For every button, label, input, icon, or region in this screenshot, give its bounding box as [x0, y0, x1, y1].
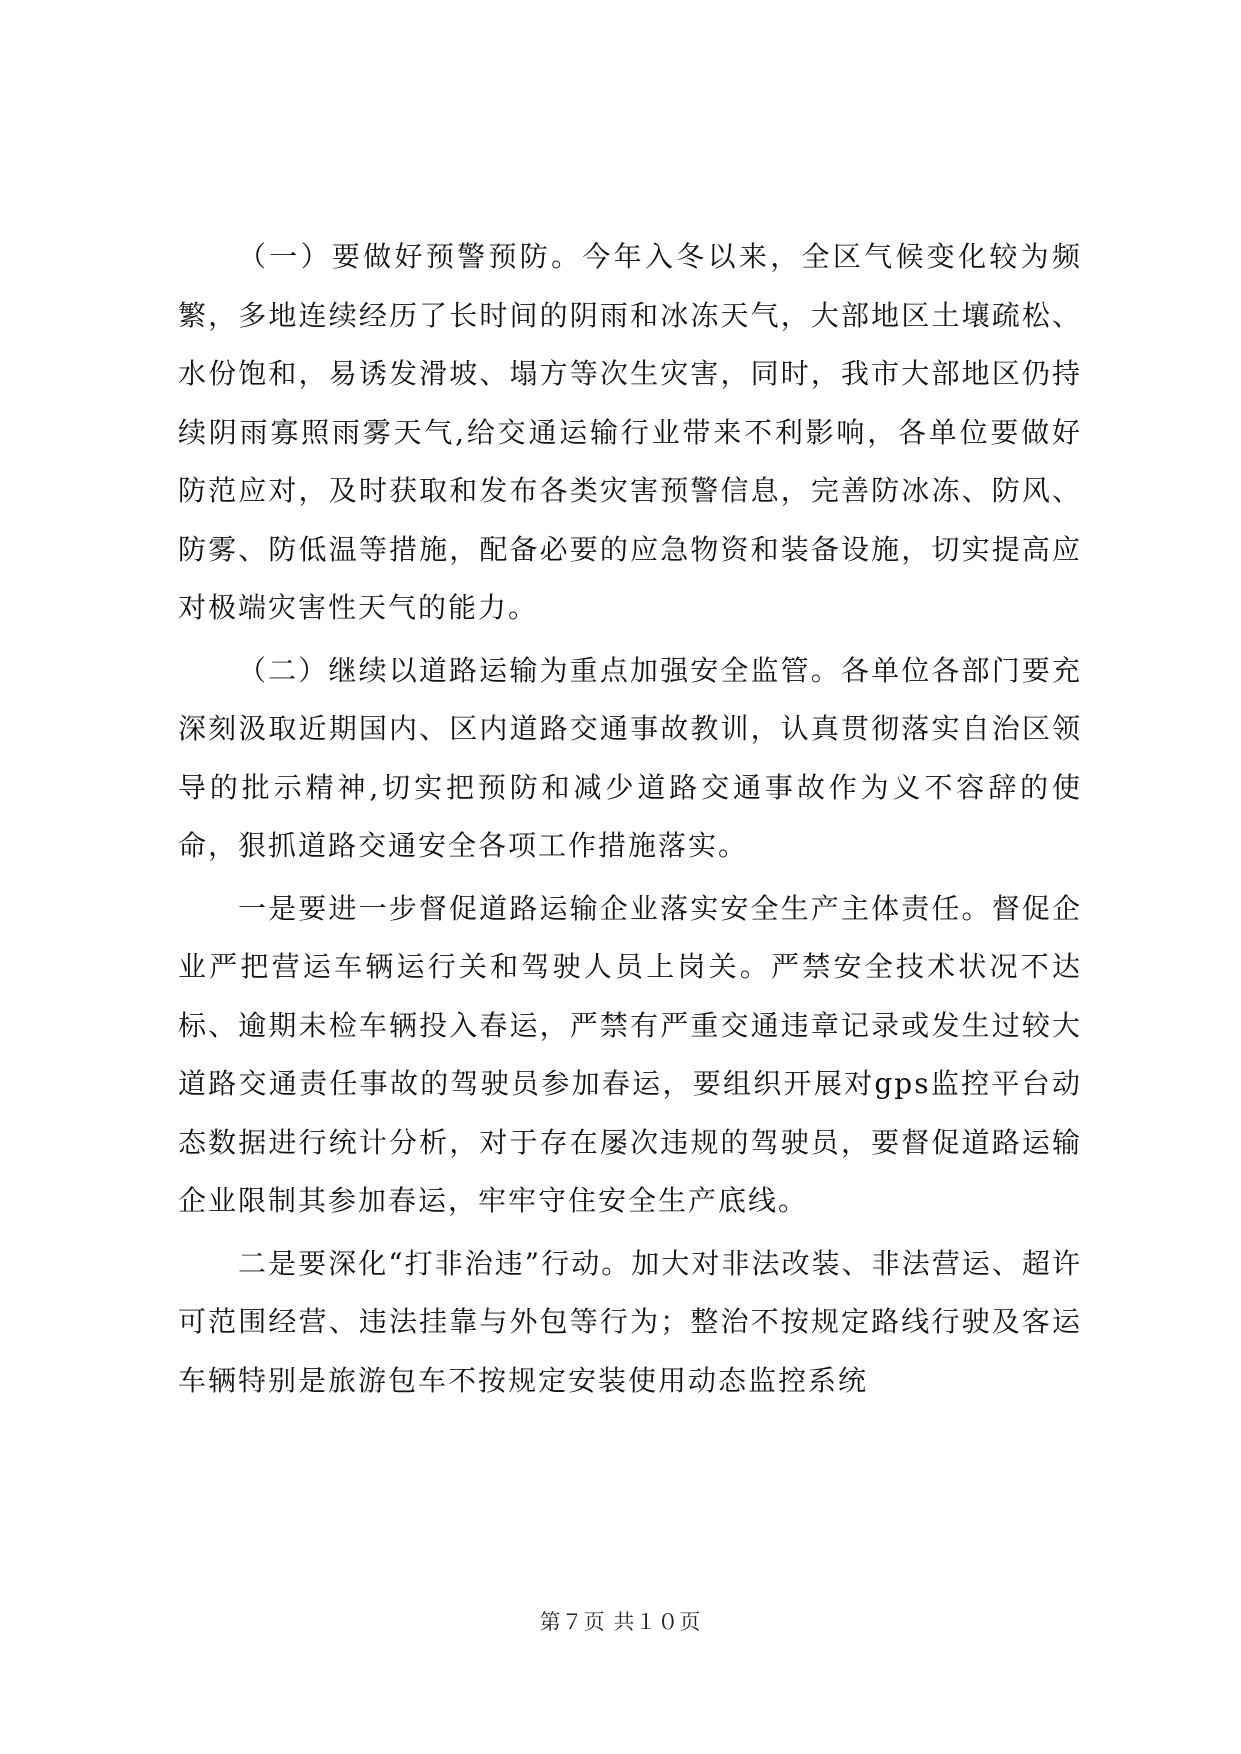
- paragraph-road-transport-supervision: （二）继续以道路运输为重点加强安全监管。各单位各部门要充深刻汲取近期国内、区内道路交通事故教训，认真贯彻落实自治区领导的批示精神,切实把预防和减少道路交通事故作为义不容辞的使命，狠抓道路交通安全各项工作措施落实。: [178, 653, 1082, 862]
- document-body: [178, 228, 1082, 1410]
- paragraph-crackdown-action: 二是要深化“打非治违”行动。加大对非法改装、非法营运、超许可范围经营、违法挂靠与外包等行为；整治不按规定路线行驶及客运车辆特别是旅游包车不按规定安装使用动态监控系统: [178, 1246, 1082, 1397]
- page-number: 第７页 共１０页: [539, 1610, 702, 1634]
- paragraph-enterprise-responsibility: 一是要进一步督促道路运输企业落实安全生产主体责任。督促企业严把营运车辆运行关和驾驶人员上岗关。严禁安全技术状况不达标、逾期未检车辆投入春运，严禁有严重交通违章记录或发生过较大道路交通责任事故的驾驶员参加春运，要组织开展对gps监控平台动态数据进行统计分析，对于存在屡次违规的驾驶员，要督促道路运输企业限制其参加春运，牢牢守住安全生产底线。: [178, 891, 1082, 1217]
- paragraph-warning-prevention: （一）要做好预警预防。今年入冬以来，全区气候变化较为频繁，多地连续经历了长时间的阴雨和冰冻天气，大部地区土壤疏松、水份饱和，易诱发滑坡、塌方等次生灾害，同时，我市大部地区仍持续阴雨寡照雨雾天气,给交通运输行业带来不利影响，各单位要做好防范应对，及时获取和发布各类灾害预警信息，完善防冰冻、防风、防雾、防低温等措施，配备必要的应急物资和装备设施，切实提高应对极端灾害性天气的能力。: [178, 240, 1082, 624]
